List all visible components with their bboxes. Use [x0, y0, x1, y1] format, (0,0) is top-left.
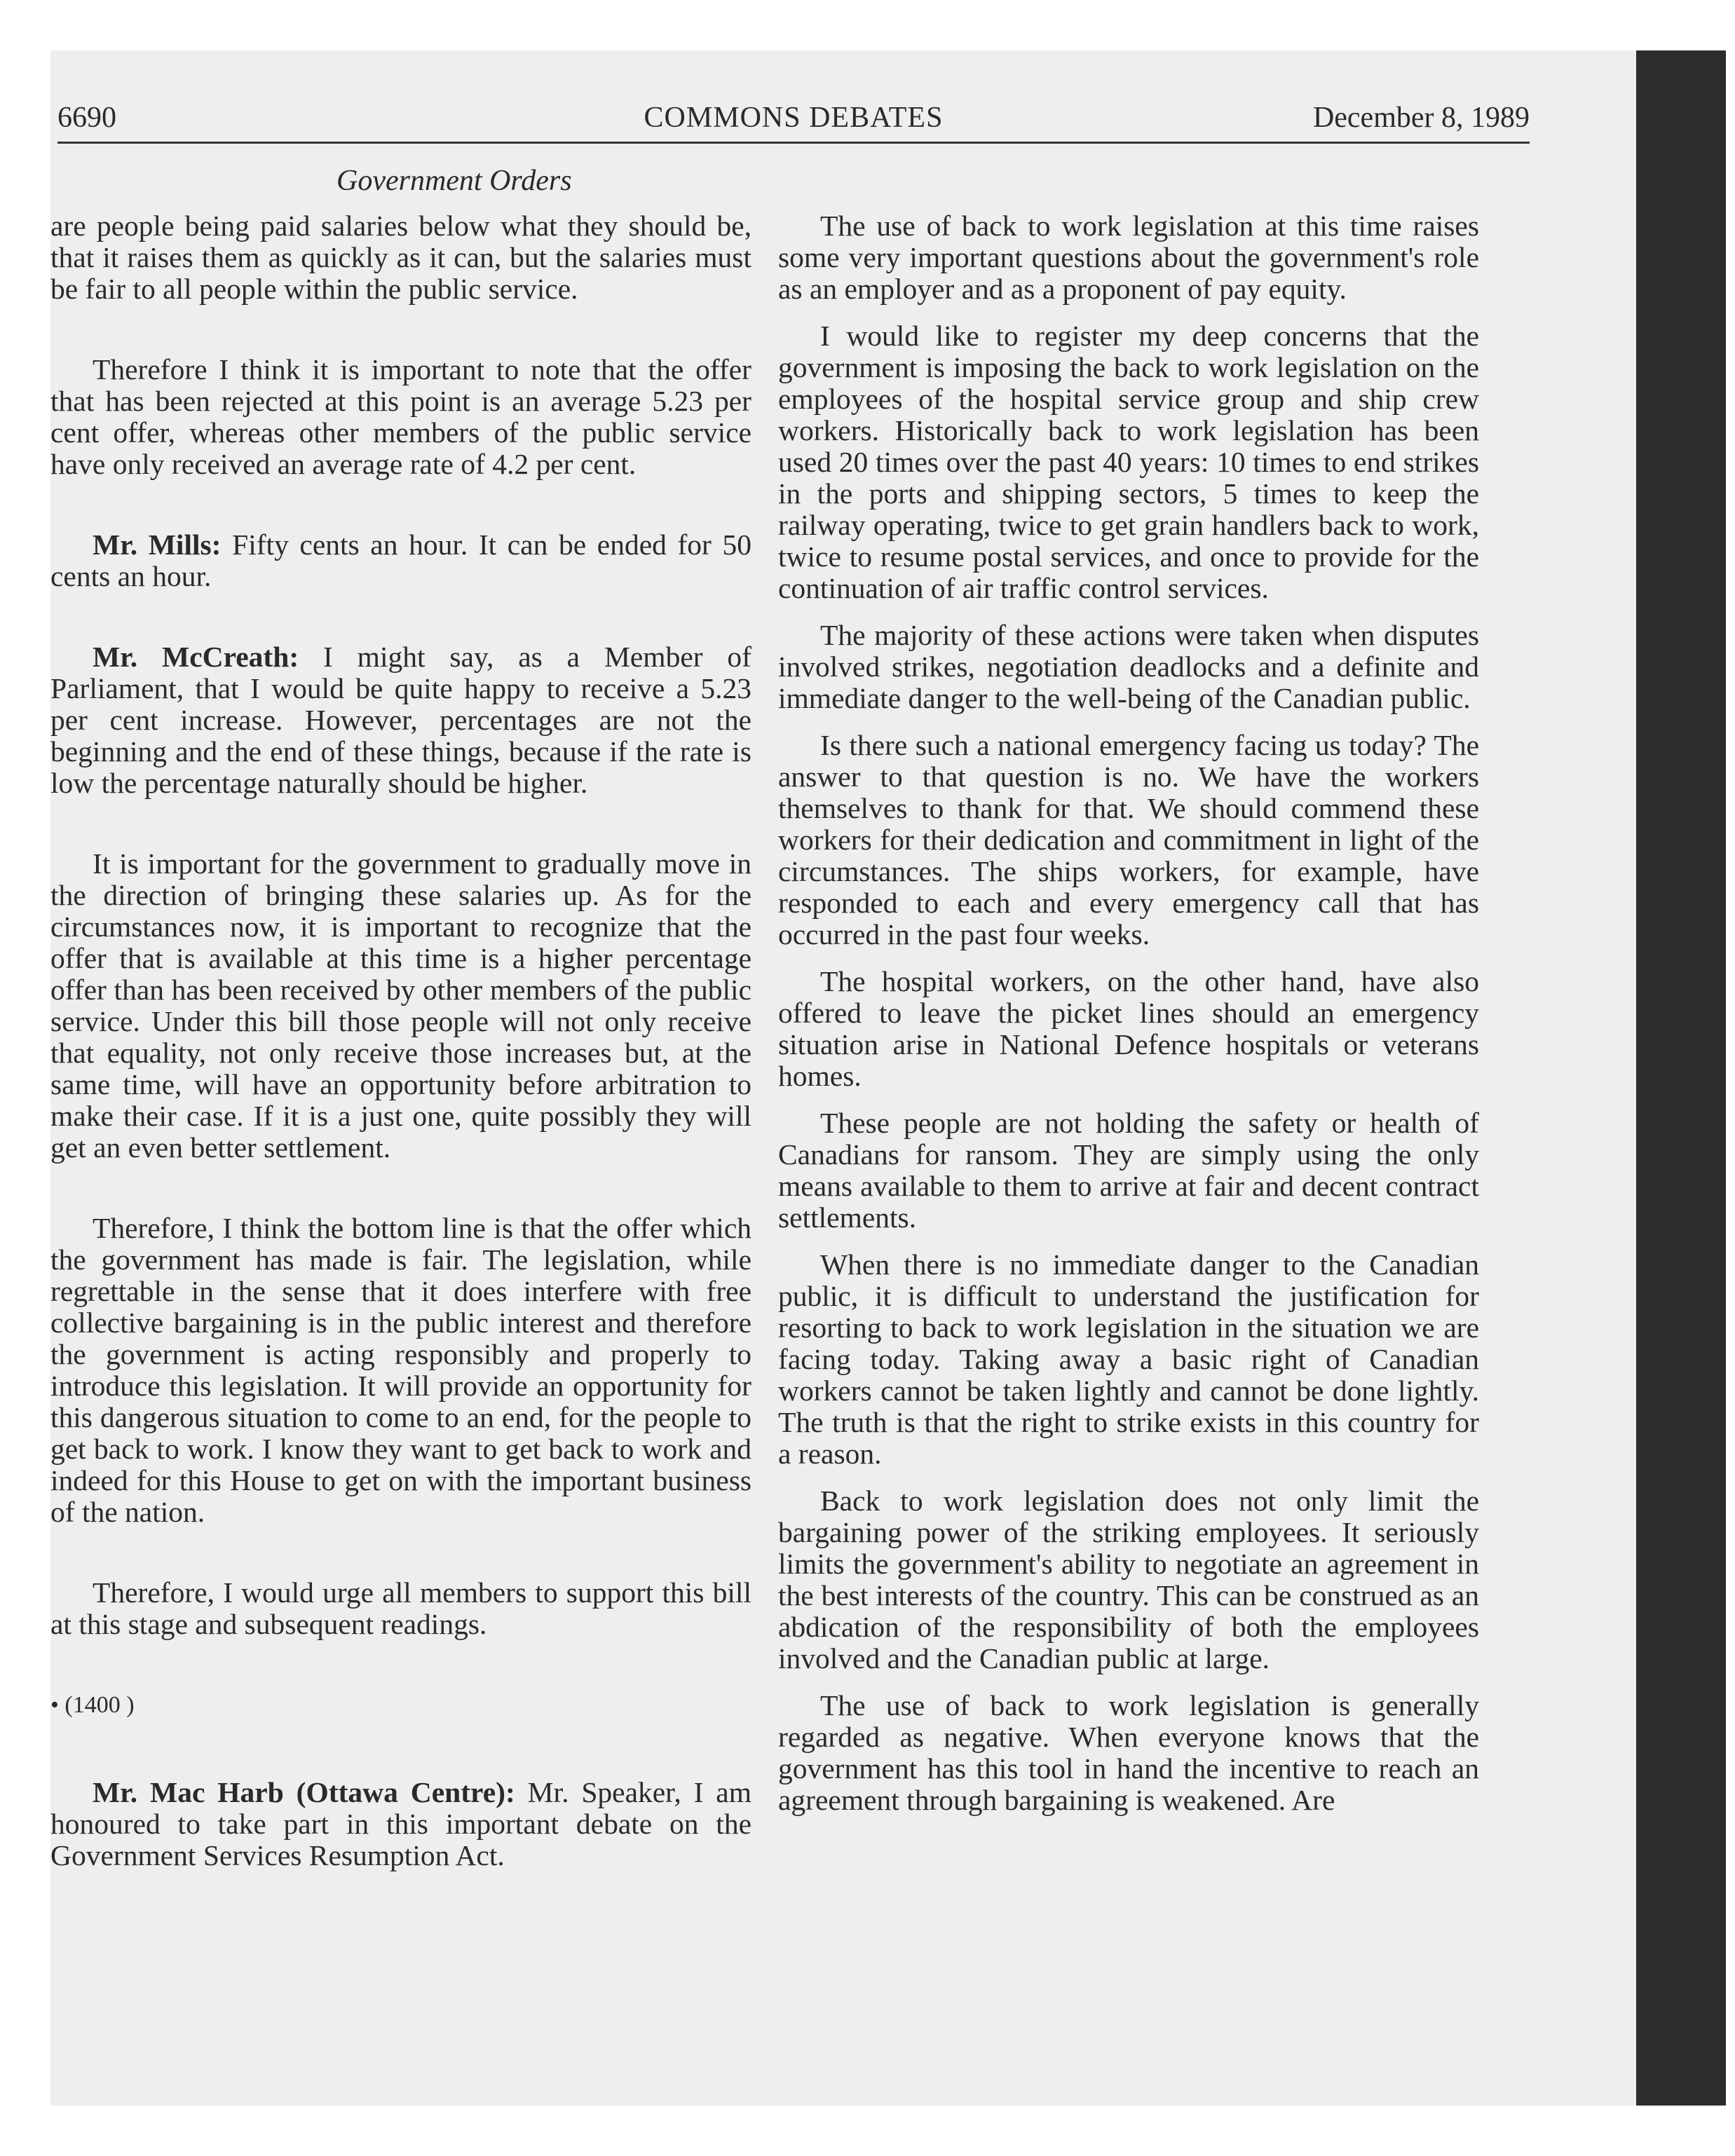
- page-number: 6690: [57, 102, 116, 134]
- paragraph: I would like to register my deep concerns that the government is imposing the back to work legislation on the employees of the hospital service group and ship crew workers. Historically back to work legislation has been used 20 times over the past 40 years: 10 times to end strikes in the ports and shipping sectors, 5 times to keep the railway operating, twice to get grain handlers back to work, twice to resume postal services, and once to provide for the continuation of air traffic control services.: [778, 320, 1479, 604]
- paragraph: These people are not holding the safety or health of Canadians for ransom. They are simply using the only means available to them to arrive at fair and decent contract settlements.: [778, 1107, 1479, 1234]
- speech-text: I might say, as a Member of Parliament, that I would be quite happy to receive a 5.23 per cent increase. However, percentages are not the beginning and the end of these things, because if the rate is low the percentage naturally should be higher.: [50, 641, 751, 799]
- speaker-name: Mr. Mills:: [93, 528, 222, 561]
- publication-title: COMMONS DEBATES: [644, 102, 944, 134]
- paragraph: The use of back to work legislation at this time raises some very important questions about the government's role as an employer and as a proponent of pay equity.: [778, 210, 1479, 305]
- speech-text: Mr. Speaker, I am honoured to take part in this important debate on the Government Services Resumption Act.: [50, 1776, 751, 1871]
- speech-text: Fifty cents an hour. It can be ended for 50 cents an hour.: [50, 528, 751, 592]
- header-rule: [57, 142, 1530, 144]
- paragraph: When there is no immediate danger to the Canadian public, it is difficult to understand the justification for resorting to back to work legislation in the situation we are facing today. Taking away a basic right of Canadian workers cannot be taken lightly and cannot be done lightly. The truth is that the right to strike exists in this country for a reason.: [778, 1248, 1479, 1470]
- publication-date: December 8, 1989: [1312, 102, 1530, 134]
- paragraph: are people being paid salaries below what they should be, that it raises them as quickly as it can, but the salaries must be fair to all people within the public service.: [50, 210, 751, 305]
- paragraph: Therefore I think it is important to note that the offer that has been rejected at this point is an average 5.23 per cent offer, whereas other members of the public service have only received an average rate of 4.2 per cent.: [50, 353, 751, 480]
- paragraph: Therefore, I think the bottom line is that the offer which the government has made is fair. The legislation, while regrettable in the sense that it does interfere with free collective bargaining is in the public interest and therefore the government is acting responsibly and properly to introduce this legislation. It will provide an opportunity for this dangerous situation to come to an end, for the people to get back to work. I know they want to get back to work and indeed for this House to get on with the important business of the nation.: [50, 1212, 751, 1528]
- paragraph: Is there such a national emergency facing us today? The answer to that question is no. We have the workers themselves to thank for that. We should commend these workers for their dedication and commitment in light of the circumstances. The ships workers, for example, have responded to each and every emergency call that has occurred in the past four weeks.: [778, 729, 1479, 950]
- left-column: [50, 210, 751, 1887]
- speaker-paragraph: [50, 641, 751, 799]
- speaker-name: Mr. Mac Harb (Ottawa Centre):: [93, 1776, 515, 1808]
- page-header: [57, 98, 1530, 137]
- paragraph: It is important for the government to gradually move in the direction of bringing these salaries up. As for the circumstances now, it is important to recognize that the offer that is available at this time is a higher percentage offer than has been received by other members of the public service. Under this bill those people will not only receive that equality, not only receive those increases but, at the same time, will have an opportunity before arbitration to make their case. If it is a just one, quite possibly they will get an even better settlement.: [50, 847, 751, 1164]
- section-heading: Government Orders: [336, 165, 572, 197]
- paragraph: Therefore, I would urge all members to support this bill at this stage and subsequent readings.: [50, 1576, 751, 1640]
- speaker-paragraph: [50, 529, 751, 592]
- time-marker: • (1400 ): [50, 1692, 135, 1718]
- right-column: [778, 210, 1479, 1831]
- paragraph: Back to work legislation does not only limit the bargaining power of the striking employees. It seriously limits the government's ability to negotiate an agreement in the best interests of the country. This can be construed as an abdication of the responsibility of both the employees involved and the Canadian public at large.: [778, 1485, 1479, 1674]
- speaker-paragraph: [50, 1777, 751, 1871]
- speaker-name: Mr. McCreath:: [93, 641, 299, 673]
- paragraph: The majority of these actions were taken when disputes involved strikes, negotiation deadlocks and a definite and immediate danger to the well-being of the Canadian public.: [778, 619, 1479, 714]
- paragraph: The use of back to work legislation is generally regarded as negative. When everyone knows that the government has this tool in hand the incentive to reach an agreement through bargaining is weakened. Are: [778, 1689, 1479, 1816]
- scan-dark-edge: [1636, 50, 1726, 2106]
- paragraph: The hospital workers, on the other hand, have also offered to leave the picket lines should an emergency situation arise in National Defence hospitals or veterans homes.: [778, 965, 1479, 1092]
